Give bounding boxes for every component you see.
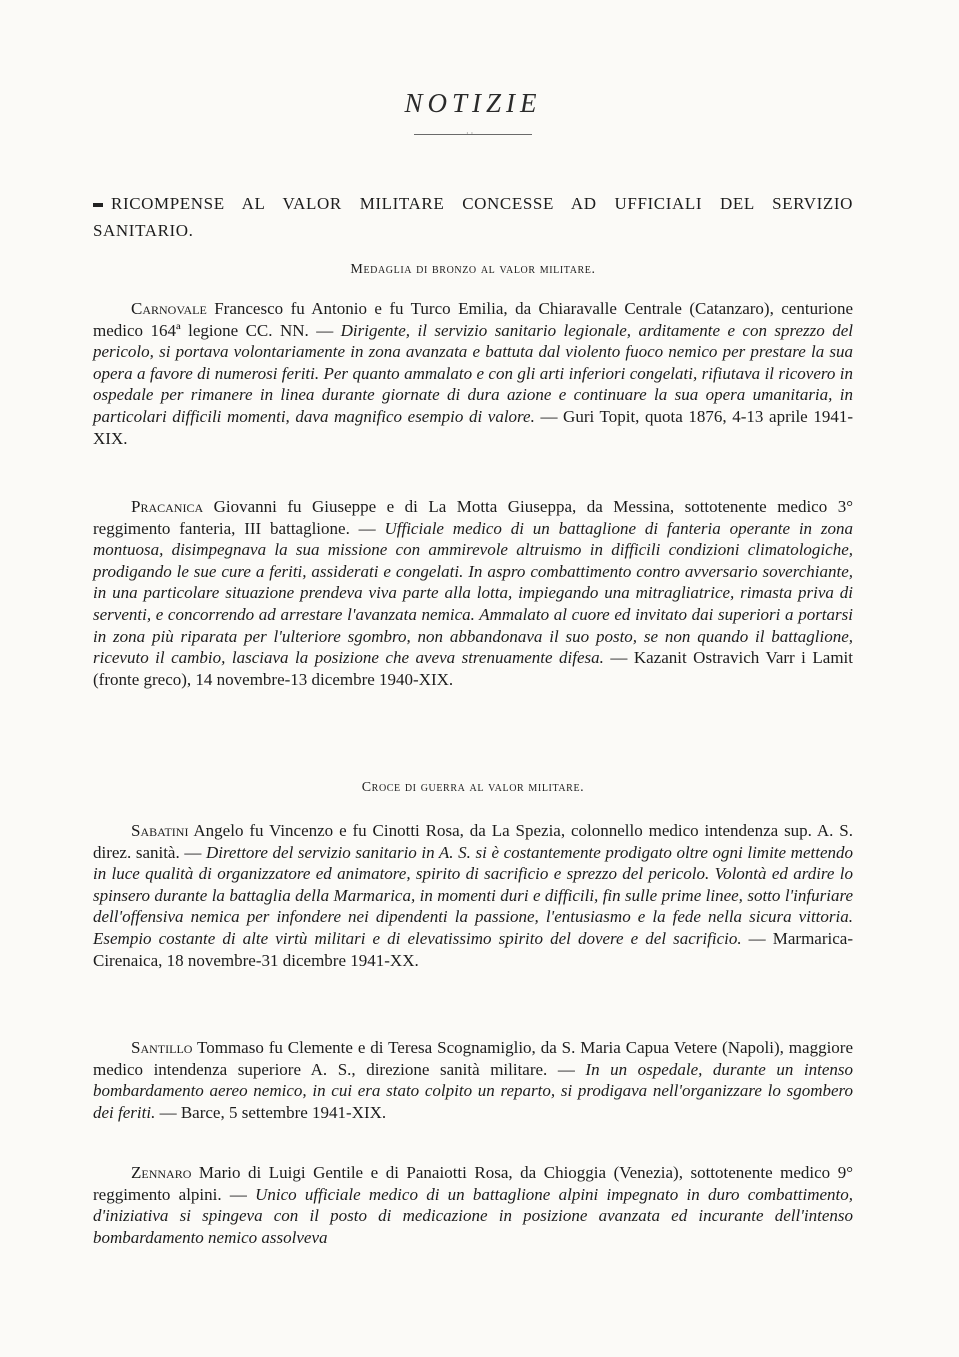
citation-place-date: — Barce, 5 settembre 1941-XIX. <box>155 1102 387 1122</box>
citation-zennaro <box>93 1162 853 1248</box>
subheading-bronze-medal: Medaglia di bronzo al valor militare. <box>350 262 596 277</box>
citation-motivation: Unico ufficiale medico di un battaglione alpini impegnato in duro combattimento, d'iniziativa si spingeva con il posto di medicazione in posizione avanzata ed incurante dell'intenso bombardamento nemico assolveva <box>93 1184 854 1247</box>
citation-motivation: Ufficiale medico di un battaglione di fanteria operante in zona montuosa, disimpegnava la sua missione con ammirevole altruismo in difficili condizioni climatologiche, prodigando le sue cure a feriti, assiderati e congelati. In aspro combattimento contro avversario soverchiante, in una particolare situazione prendeva viva parte alla lotta, impiegando una mitragliatrice, rimasta priva di serventi, e concorrendo ad arrestare l'avanzata nemica. Ammalato al cuore ed invitato dai superiori a portarsi in zona più riparata per l'ulteriore sgombro, non abbandonava il suo posto, se non quando il battaglione, ricevuto il cambio, lasciava la posizione che aveva strenuamente difesa. <box>93 518 853 668</box>
recipient-details: Giovanni fu Giuseppe e di La Motta Giuseppa, da Messina, sottotenente medico 3° reggimento fanteria, III battaglione. — <box>93 497 853 538</box>
citation-place-date: — Marmarica-Cirenaica, 18 novembre-31 dicembre 1941-XX. <box>93 928 853 970</box>
citation-pracanica <box>93 496 853 690</box>
citation-place-date: — Guri Topit, quota 1876, 4-13 aprile 1941-XIX. <box>93 406 853 448</box>
citation-place-date: — Kazanit Ostravich Varr i Lamit (fronte greco), 14 novembre-13 dicembre 1940-XIX. <box>93 648 853 689</box>
recipient-details: Francesco fu Antonio e fu Turco Emilia, da Chiaravalle Centrale (Catanzaro), centurione medico 164ª legione CC. NN. — <box>93 299 853 340</box>
recipient-details: Mario di Luigi Gentile e di Panaiotti Rosa, da Chioggia (Venezia), sottotenente medico 9° reggimento alpini. — <box>93 1163 853 1204</box>
section-heading: RICOMPENSE AL VALOR MILITARE CONCESSE AD UFFICIALI DEL SERVIZIO SANITARIO. <box>93 194 853 240</box>
citation-motivation: Dirigente, il servizio sanitario legionale, arditamente e con sprezzo del pericolo, si portava volontariamente in zona avanzata e battuta dal violento fuoco nemico per prestare la sua opera a favore di numerosi feriti. Per quanto ammalato e con gli arti inferiori congelati, rifiutava il ricovero in ospedale per rimanere in linea durante giornate di dura azione e continuare la sua opera umanitaria, in particolari difficili momenti, dava magnifico esempio di valore. <box>93 320 854 426</box>
citation-santillo <box>93 1037 853 1123</box>
citation-motivation: Direttore del servizio sanitario in A. S. si è costantemente prodigato oltre ogni limite mettendo in luce qualità di organizzatore ed animatore, spirito di sacrificio e sprezzo del pericolo. Volontà ed ardire lo spinsero durante la battaglia della Marmarica, in momenti duri e difficili, fin sulle prime linee, sotto l'infuriare dell'offensiva nemica per infondere nei dipendenti la passione, l'entusiasmo e la fede nella sicura vittoria. Esempio costante di alte virtù militari e di elevatissimo spirito del dovere e del sacrificio. <box>93 842 853 948</box>
recipient-name: Pracanica <box>131 497 204 516</box>
recipient-name: Sabatini <box>131 821 189 840</box>
recipient-name: Carnovale <box>131 299 207 318</box>
recipient-details: Angelo fu Vincenzo e fu Cinotti Rosa, da La Spezia, colonnello medico intendenza sup. A. S. direz. sanità. — <box>93 821 853 862</box>
title-divider: · · <box>414 134 532 135</box>
citation-sabatini <box>93 820 853 971</box>
recipient-details: Tommaso fu Clemente e di Teresa Scognamiglio, da S. Maria Capua Vetere (Napoli), maggiore medico intendenza superiore A. S., direzione sanità militare. — <box>93 1038 853 1079</box>
dash-bullet-icon <box>93 203 103 207</box>
page-title: NOTIZIE <box>404 88 542 118</box>
citation-carnovale <box>93 298 853 449</box>
recipient-name: Zennaro <box>131 1163 192 1182</box>
subheading-war-cross: Croce di guerra al valor militare. <box>361 780 585 795</box>
citation-motivation: In un ospedale, durante un intenso bombardamento aereo nemico, in cui era stato colpito un reparto, si prodigava nell'organizzare lo sgombero dei feriti. <box>93 1059 853 1122</box>
recipient-name: Santillo <box>131 1038 193 1057</box>
